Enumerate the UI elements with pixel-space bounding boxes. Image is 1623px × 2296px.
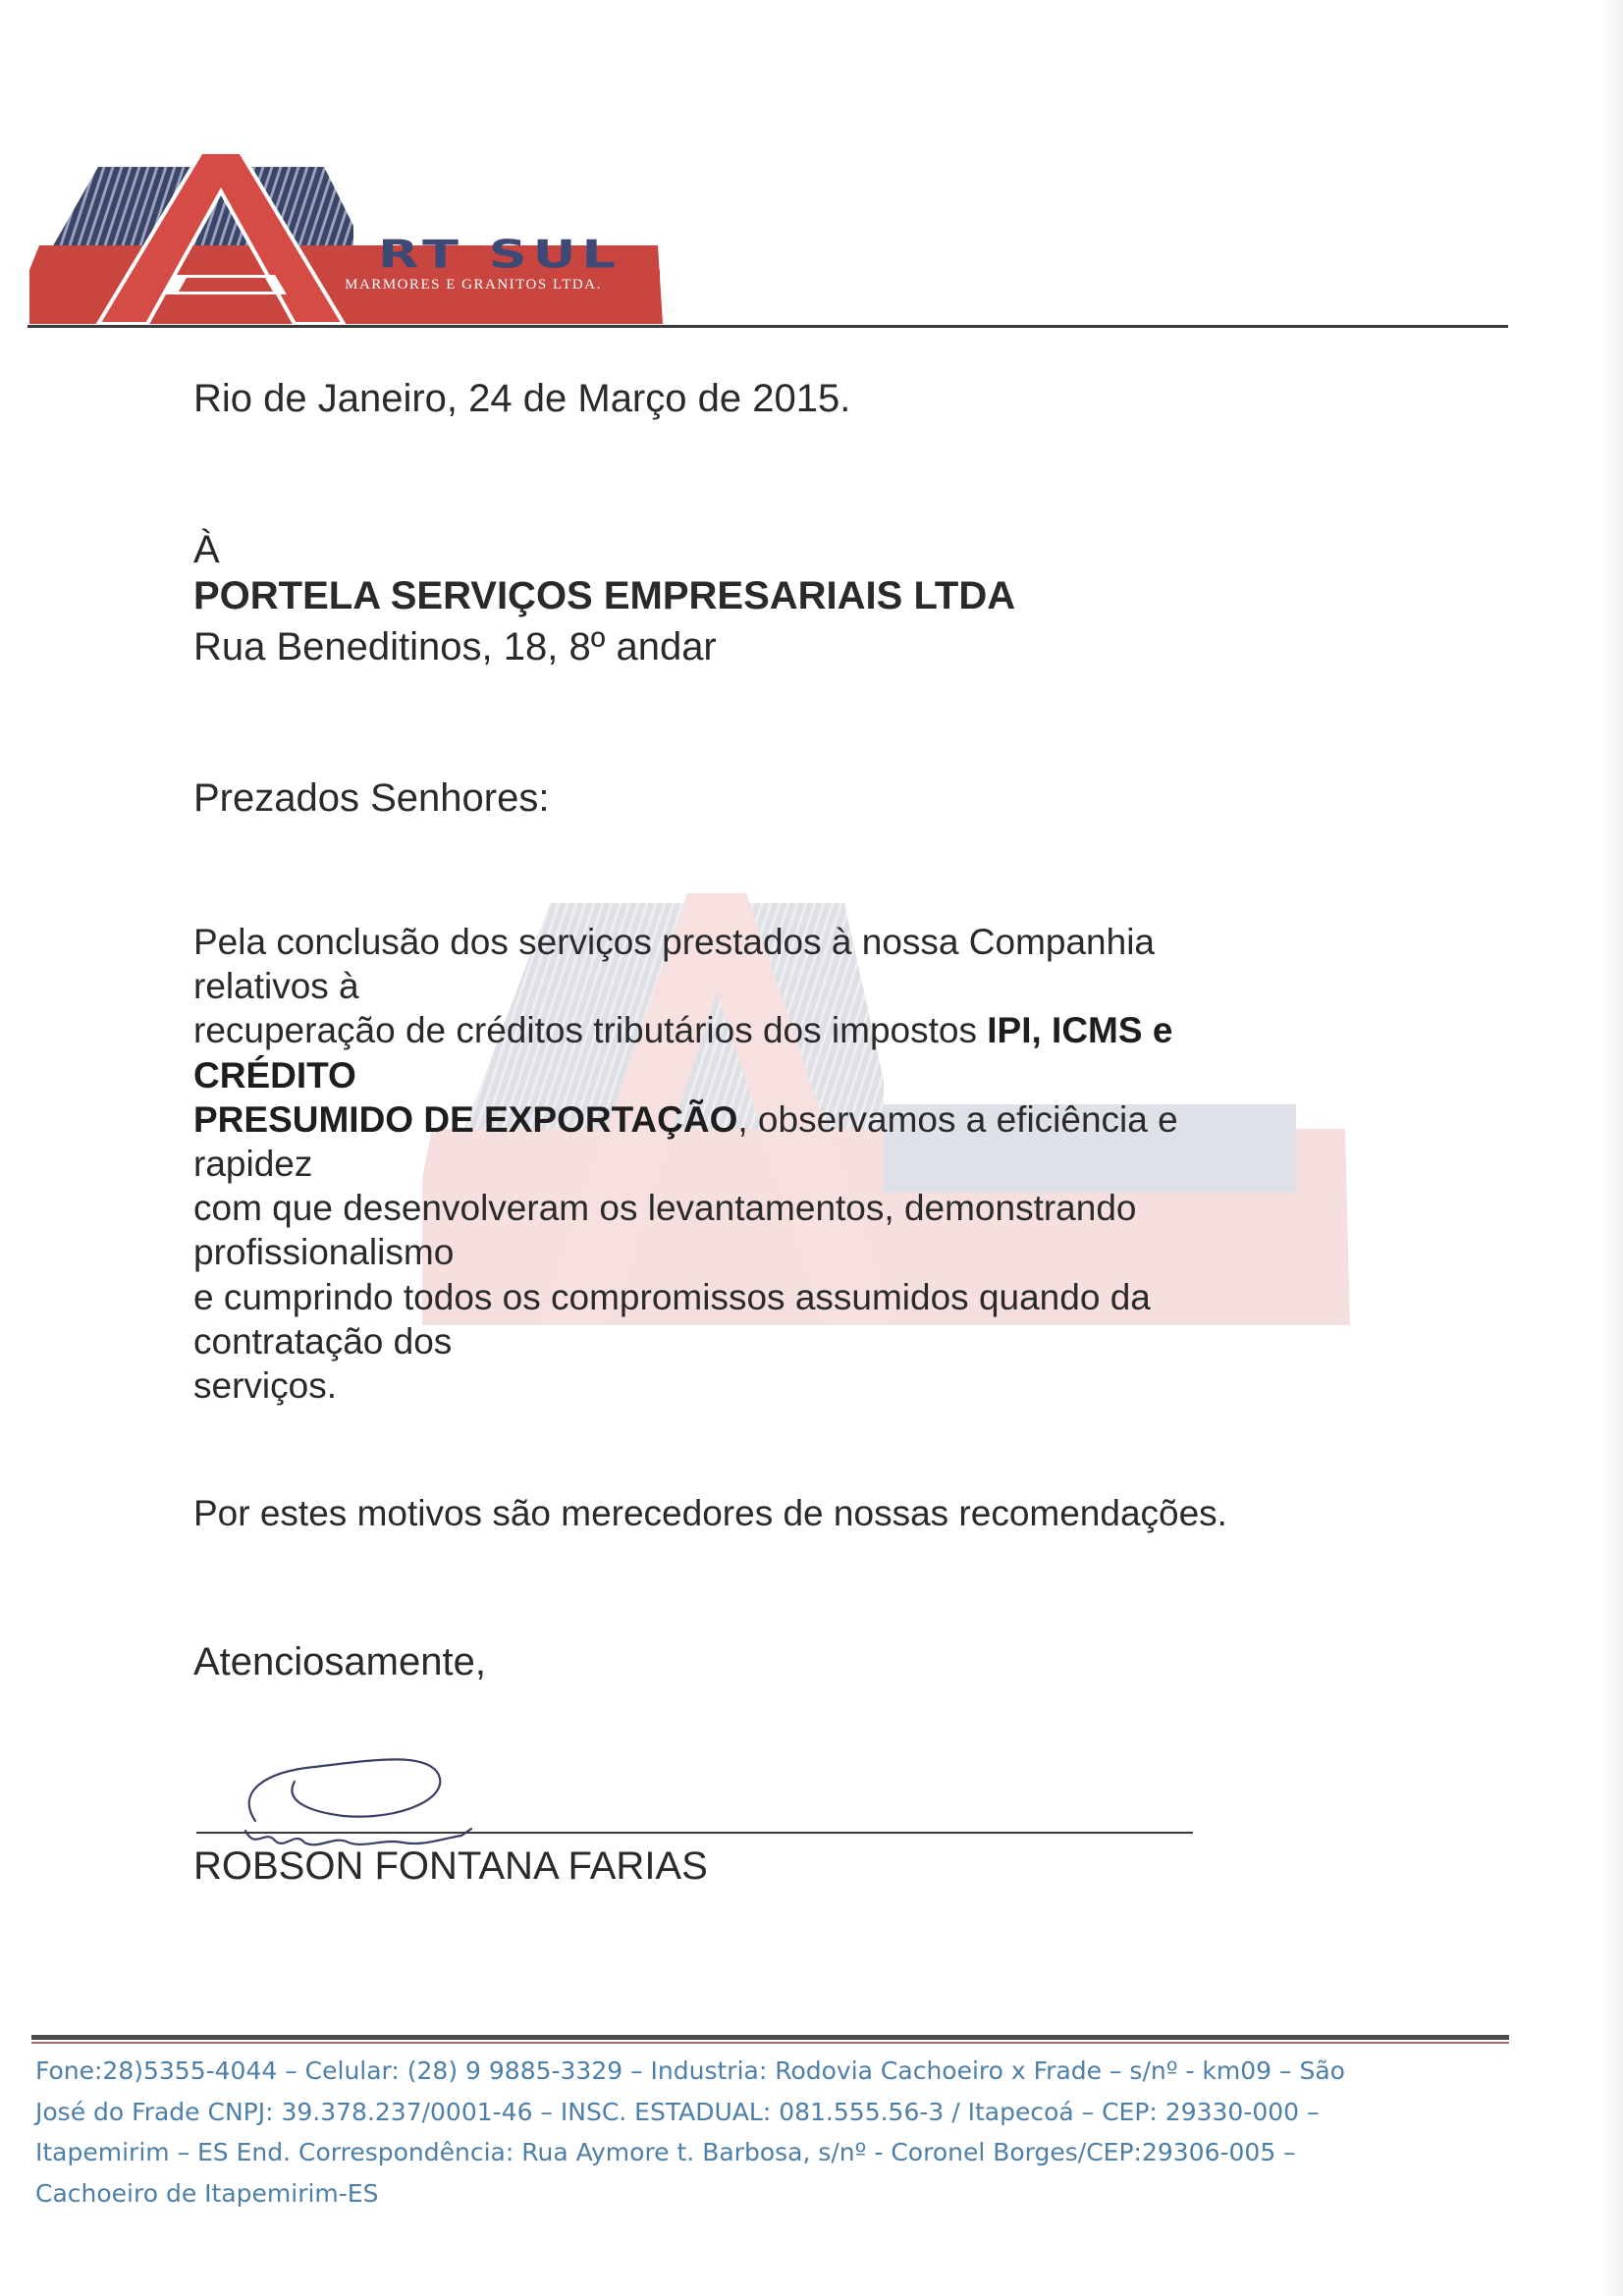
body-paragraph (193, 920, 1332, 1408)
body-line: serviços. (193, 1365, 337, 1407)
body-line: rapidez (193, 1144, 313, 1185)
salutation: Prezados Senhores: (193, 776, 550, 820)
body-text: , observamos a eficiência e (737, 1098, 1178, 1140)
body-line: e cumprindo todos os compromissos assumidos quando da (193, 1276, 1151, 1317)
recipient-address: Rua Beneditinos, 18, 8º andar (193, 625, 717, 668)
handwritten-signature (226, 1713, 520, 1860)
body-line (193, 1008, 1332, 1052)
company-logo (29, 147, 668, 334)
recipient-company: PORTELA SERVIÇOS EMPRESARIAIS LTDA (193, 574, 1016, 617)
export-credit-label: PRESUMIDO DE EXPORTAÇÃO (193, 1098, 738, 1140)
body-line (193, 1097, 1332, 1142)
header-divider (27, 325, 1508, 328)
date-line: Rio de Janeiro, 24 de Março de 2015. (193, 377, 851, 420)
recommendation-line: Por estes motivos são merecedores de nossas recomendações. (193, 1493, 1227, 1533)
body-line: contratação dos (193, 1320, 453, 1362)
tax-names: IPI, ICMS e (987, 1010, 1173, 1051)
footer-line: Cachoeiro de Itapemirim-ES (35, 2178, 379, 2208)
body-text: recuperação de créditos tributários dos impostos (193, 1010, 988, 1051)
body-line: profissionalismo (193, 1232, 455, 1273)
footer-line: Itapemirim – ES End. Correspondência: Rua Aymore t. Barbosa, s/nº - Coronel Borges/CEP:29306-005 – (35, 2138, 1296, 2166)
logo-subtitle: MARMORES E GRANITOS LTDA. (345, 277, 602, 293)
page-edge-shadow (1601, 0, 1623, 2296)
footer-line: Fone:28)5355-4044 – Celular: (28) 9 9885-3329 – Industria: Rodovia Cachoeiro x Frade – s/nº - km09 – São (35, 2056, 1345, 2085)
recipient-prefix: À (193, 528, 220, 571)
body-line (193, 1053, 1332, 1097)
footer-contact-info (35, 2051, 1488, 2214)
signatory-name: ROBSON FONTANA FARIAS (193, 1844, 708, 1888)
signature-line (196, 1832, 1193, 1834)
footer-line: José do Frade CNPJ: 39.378.237/0001-46 – INSC. ESTADUAL: 081.555.56-3 / Itapecoá – CEP: 29330-000 – (35, 2097, 1320, 2126)
logo-name: RT SUL (378, 232, 622, 277)
closing-line: Atenciosamente, (193, 1640, 486, 1683)
body-line: relativos à (193, 966, 359, 1007)
footer-divider (31, 2035, 1509, 2040)
credit-label: CRÉDITO (193, 1054, 356, 1095)
body-line: com que desenvolveram os levantamentos, demonstrando (193, 1188, 1137, 1229)
body-line: Pela conclusão dos serviços prestados à nossa Companhia (193, 922, 1156, 962)
footer-divider-accent (31, 2042, 1509, 2044)
